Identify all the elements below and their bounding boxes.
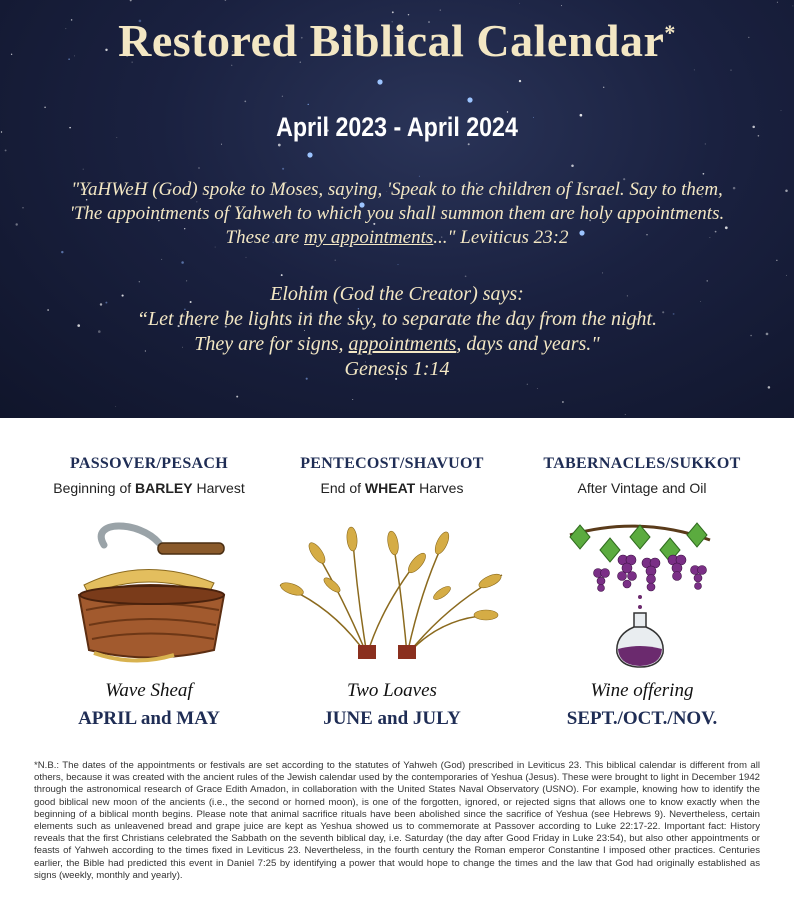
festival-name: TABERNACLES/SUKKOT [543, 455, 741, 472]
star [603, 87, 604, 88]
title-asterisk: * [664, 20, 676, 45]
star [198, 167, 200, 169]
star [161, 259, 162, 260]
festival-pentecost [260, 455, 524, 496]
star [278, 144, 281, 147]
quote-reference: Genesis 1:14 [344, 358, 450, 380]
wheat-bundles-icon [272, 515, 512, 675]
subtitle-bold: WHEAT [364, 480, 416, 496]
subtitle-text: End of [320, 480, 365, 496]
star [398, 264, 399, 265]
star [225, 0, 227, 1]
star [221, 144, 222, 145]
footnote: *N.B.: The dates of the appointments or festivals are set according to the statutes of Yahweh (God) prescribed in Leviticus 23. This biblical calendar is different from all others, because it was created with the ancient rules of the Jewish calendar used by the contemporaries of Yeshua (Jesus). These were brought to light in December 1942 through the astronomical research of Grace Edith Amadon, in collaboration with the United States Naval Observatory (USNO). For example, knowing how to identify the good biblical new moon of the ancients (i.e., the second or horned moon), is one of the forgotten, ignored, or rejected signs that allows one to know exactly when the beginning of a biblical month begins. Please note that animal sacrifice rituals have been abolished since the sacrifice of Yeshua (see Hebrews 9). Nevertheless, certain elements such as unleavened bread and grape juice are kept as Yeshua showed us to commemorate at Passover according to Luke 22:17-22. Important fact: History reveals that the first Christians celebrated the Sabbath on the seventh biblical day, i.e. Saturday (the day after Good Friday in Luke 23:54), but also other appointments or feasts of Yahweh according to the times fixed in Leviticus 23. Nevertheless, in the fourth century the Roman emperor Constantine I imposed other practices. Centuries earlier, the Bible had predicted this event in Daniel 7:25 by identifying a power that would hope to change the times and the law that God had originally established as signs (weekly, monthly and yearly). [34, 760, 760, 881]
festival-subtitle [17, 480, 281, 496]
star [83, 169, 84, 170]
star [561, 5, 562, 6]
star [465, 275, 467, 277]
star [694, 70, 695, 71]
star [786, 275, 787, 276]
star [625, 414, 626, 415]
festival-months: JUNE and JULY [323, 708, 461, 729]
festival-months: SEPT./OCT./NOV. [566, 708, 718, 729]
star [246, 257, 247, 258]
star [419, 176, 420, 177]
star [602, 272, 603, 273]
festival-name: PENTECOST/SHAVUOT [300, 455, 484, 472]
grapes-flask-icon [565, 515, 715, 675]
festival-subtitle [510, 480, 774, 496]
star [236, 396, 238, 398]
festival-name: PASSOVER/PESACH [69, 455, 228, 472]
star [440, 9, 441, 10]
star [776, 260, 777, 261]
bright-star [307, 152, 312, 157]
night-sky-header [0, 0, 794, 418]
star [752, 126, 755, 129]
subtitle-text: Beginning of [53, 480, 136, 496]
offering-label: Wave Sheaf [105, 680, 193, 701]
star [44, 106, 46, 108]
sickle-basket-icon [64, 515, 234, 675]
bright-star [377, 79, 382, 84]
star [731, 70, 732, 71]
underlined-text: appointments [348, 333, 457, 355]
star [282, 96, 283, 97]
star [335, 260, 336, 261]
star [793, 6, 794, 7]
star [777, 2, 778, 3]
star [281, 274, 283, 276]
star [181, 261, 184, 264]
star [519, 3, 520, 4]
star [352, 399, 353, 400]
star [527, 384, 528, 385]
star [130, 0, 132, 1]
bright-star [467, 97, 472, 102]
star [768, 386, 771, 389]
quote-line: 'The appointments of Yahweh to which you shall summon them are holy appointments. [69, 203, 725, 224]
festival-passover [17, 455, 281, 496]
quote-line [0, 226, 794, 250]
star [5, 149, 7, 151]
offering-label: Wine offering [590, 680, 694, 701]
quote-text: , days and years." [456, 333, 600, 355]
offering-label: Two Loaves [347, 680, 437, 701]
quote-line: Elohim (God the Creator) says: [270, 283, 524, 305]
star [468, 143, 470, 145]
quote-text: ..." Leviticus 23:2 [433, 227, 569, 248]
festival-months: APRIL and MAY [78, 708, 220, 729]
star [308, 104, 309, 105]
star [703, 173, 705, 175]
leviticus-quote [0, 178, 794, 250]
genesis-quote [0, 282, 794, 382]
quote-line: “Let there be lights in the sky, to separate the day from the night. [136, 308, 658, 330]
quote-text: They are for signs, [194, 333, 349, 355]
subtitle-bold: BARLEY [135, 480, 193, 496]
subtitle-text: Harvest [192, 480, 245, 496]
date-range: April 2023 - April 2024 [276, 112, 518, 142]
star [562, 401, 564, 403]
festival-tabernacles [510, 455, 774, 496]
quote-text: These are [225, 227, 304, 248]
star [392, 11, 394, 13]
star [537, 388, 538, 389]
quote-line [0, 332, 794, 357]
subtitle-text: Harves [415, 480, 464, 496]
star [115, 406, 116, 407]
star [571, 165, 574, 168]
subtitle-text: After Vintage and Oil [577, 480, 707, 496]
underlined-text: my appointments [304, 227, 434, 248]
star [781, 110, 782, 111]
festival-subtitle [260, 480, 524, 496]
page-title [0, 14, 794, 67]
star [1, 131, 2, 132]
star [519, 80, 521, 82]
star [61, 251, 63, 253]
star [282, 168, 284, 170]
star [244, 101, 246, 103]
star [758, 135, 760, 137]
title-text: Restored Biblical Calendar [118, 15, 665, 66]
quote-line: "YaHWeH (God) spoke to Moses, saying, 'Speak to the children of Israel. Say to them, [71, 179, 723, 200]
star [705, 143, 706, 144]
